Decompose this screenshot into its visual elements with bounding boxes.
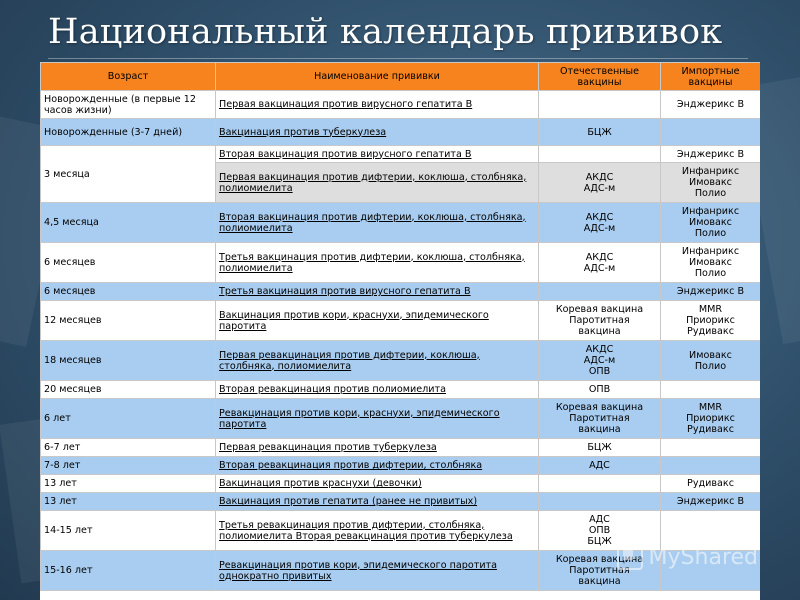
imported-vaccine-cell: Энджерикс В	[661, 91, 761, 119]
domestic-vaccine-cell: АДС ОПВ БЦЖ	[539, 511, 661, 551]
age-cell: Новорожденные (3-7 дней)	[41, 119, 216, 146]
header-age: Возраст	[41, 63, 216, 91]
age-cell: 14-15 лет	[41, 511, 216, 551]
age-cell: 15-16 лет	[41, 551, 216, 591]
presentation-icon	[617, 544, 643, 570]
table-row	[41, 475, 761, 493]
table-row	[41, 146, 761, 163]
imported-vaccine-cell: Инфанрикс Имовакс Полио	[661, 163, 761, 203]
table-row	[41, 493, 761, 511]
header-domestic-vaccines: Отечественные вакцины	[539, 63, 661, 91]
imported-vaccine-cell	[661, 119, 761, 146]
vaccination-name-cell[interactable]: Ревакцинация против кори, краснухи, эпидемического паротита	[216, 399, 539, 439]
age-cell: 4,5 месяца	[41, 203, 216, 243]
age-cell: 6 лет	[41, 399, 216, 439]
domestic-vaccine-cell: Коревая вакцина Паротитная вакцина	[539, 551, 661, 591]
vaccination-name-cell[interactable]: Первая вакцинация против вирусного гепатита В	[216, 91, 539, 119]
age-cell: Новорожденные (в первые 12 часов жизни)	[41, 91, 216, 119]
table-row	[41, 283, 761, 301]
imported-vaccine-cell	[661, 381, 761, 399]
domestic-vaccine-cell	[539, 91, 661, 119]
domestic-vaccine-cell: ОПВ	[539, 381, 661, 399]
imported-vaccine-cell: MMR Приорикс Рудивакс	[661, 301, 761, 341]
imported-vaccine-cell: Инфанрикс Имовакс Полио	[661, 243, 761, 283]
vaccination-name-cell[interactable]: Вторая ревакцинация против дифтерии, столбняка	[216, 457, 539, 475]
watermark-text: MyShared	[648, 544, 758, 570]
table-row	[41, 91, 761, 119]
domestic-vaccine-cell: АКДС АДС-м	[539, 163, 661, 203]
table-row	[41, 119, 761, 146]
domestic-vaccine-cell: БЦЖ	[539, 439, 661, 457]
table-row	[41, 243, 761, 283]
domestic-vaccine-cell: БЦЖ	[539, 119, 661, 146]
table-row	[41, 203, 761, 243]
domestic-vaccine-cell: АКДС АДС-м ОПВ	[539, 341, 661, 381]
age-cell: 6 месяцев	[41, 283, 216, 301]
age-cell: 18 месяцев	[41, 341, 216, 381]
slide-title: Национальный календарь прививок	[48, 12, 723, 52]
title-divider	[48, 58, 748, 59]
imported-vaccine-cell: MMR Приорикс Рудивакс	[661, 399, 761, 439]
table-row	[41, 399, 761, 439]
age-cell: 7-8 лет	[41, 457, 216, 475]
imported-vaccine-cell	[661, 439, 761, 457]
age-cell: 20 месяцев	[41, 381, 216, 399]
vaccination-name-cell[interactable]: Первая вакцинация против дифтерии, коклюша, столбняка, полиомиелита	[216, 163, 539, 203]
vaccination-name-cell[interactable]: Третья вакцинация против вирусного гепатита В	[216, 283, 539, 301]
domestic-vaccine-cell: Коревая вакцина Паротитная вакцина	[539, 399, 661, 439]
domestic-vaccine-cell	[539, 283, 661, 301]
domestic-vaccine-cell	[539, 475, 661, 493]
domestic-vaccine-cell: АДС	[539, 457, 661, 475]
vaccination-name-cell[interactable]: Ревакцинация против кори, эпидемического паротита однократно привитых	[216, 551, 539, 591]
table-header-row	[41, 63, 761, 91]
age-cell: 13 лет	[41, 475, 216, 493]
table-row	[41, 457, 761, 475]
table-row	[41, 301, 761, 341]
table-body	[41, 91, 761, 591]
header-vaccination-name: Наименование прививки	[216, 63, 539, 91]
vaccination-name-cell[interactable]: Вторая ревакцинация против полиомиелита	[216, 381, 539, 399]
vaccination-name-cell[interactable]: Третья ревакцинация против дифтерии, столбняка, полиомиелита Вторая ревакцинация против туберкулеза	[216, 511, 539, 551]
imported-vaccine-cell	[661, 457, 761, 475]
age-cell: 12 месяцев	[41, 301, 216, 341]
table-row	[41, 341, 761, 381]
age-cell: 3 месяца	[41, 146, 216, 203]
vaccination-name-cell[interactable]: Вакцинация против туберкулеза	[216, 119, 539, 146]
vaccination-name-cell[interactable]: Вакцинация против краснухи (девочки)	[216, 475, 539, 493]
imported-vaccine-cell: Энджерикс В	[661, 493, 761, 511]
vaccination-name-cell[interactable]: Третья вакцинация против дифтерии, коклюша, столбняка, полиомиелита	[216, 243, 539, 283]
domestic-vaccine-cell	[539, 146, 661, 163]
watermark	[617, 544, 758, 570]
vaccination-name-cell[interactable]: Вторая вакцинация против дифтерии, коклюша, столбняка, полиомиелита	[216, 203, 539, 243]
imported-vaccine-cell: Имовакс Полио	[661, 341, 761, 381]
domestic-vaccine-cell: АКДС АДС-м	[539, 203, 661, 243]
age-cell: 6-7 лет	[41, 439, 216, 457]
imported-vaccine-cell: Энджерикс В	[661, 146, 761, 163]
table-row	[41, 381, 761, 399]
vaccination-name-cell[interactable]: Вакцинация против гепатита (ранее не привитых)	[216, 493, 539, 511]
vaccination-name-cell[interactable]: Вторая вакцинация против вирусного гепатита В	[216, 146, 539, 163]
imported-vaccine-cell: Энджерикс В	[661, 283, 761, 301]
age-cell: 13 лет	[41, 493, 216, 511]
imported-vaccine-cell: Инфанрикс Имовакс Полио	[661, 203, 761, 243]
vaccination-table	[40, 62, 760, 591]
domestic-vaccine-cell: АКДС АДС-м	[539, 243, 661, 283]
vaccination-name-cell[interactable]: Первая ревакцинация против туберкулеза	[216, 439, 539, 457]
domestic-vaccine-cell	[539, 493, 661, 511]
domestic-vaccine-cell: Коревая вакцина Паротитная вакцина	[539, 301, 661, 341]
vaccination-name-cell[interactable]: Вакцинация против кори, краснухи, эпидемического паротита	[216, 301, 539, 341]
header-imported-vaccines: Импортные вакцины	[661, 63, 761, 91]
imported-vaccine-cell: Рудивакс	[661, 475, 761, 493]
vaccination-name-cell[interactable]: Первая ревакцинация против дифтерии, коклюша, столбняка, полиомиелита	[216, 341, 539, 381]
table-row	[41, 439, 761, 457]
age-cell: 6 месяцев	[41, 243, 216, 283]
vaccination-table-container	[40, 62, 760, 600]
